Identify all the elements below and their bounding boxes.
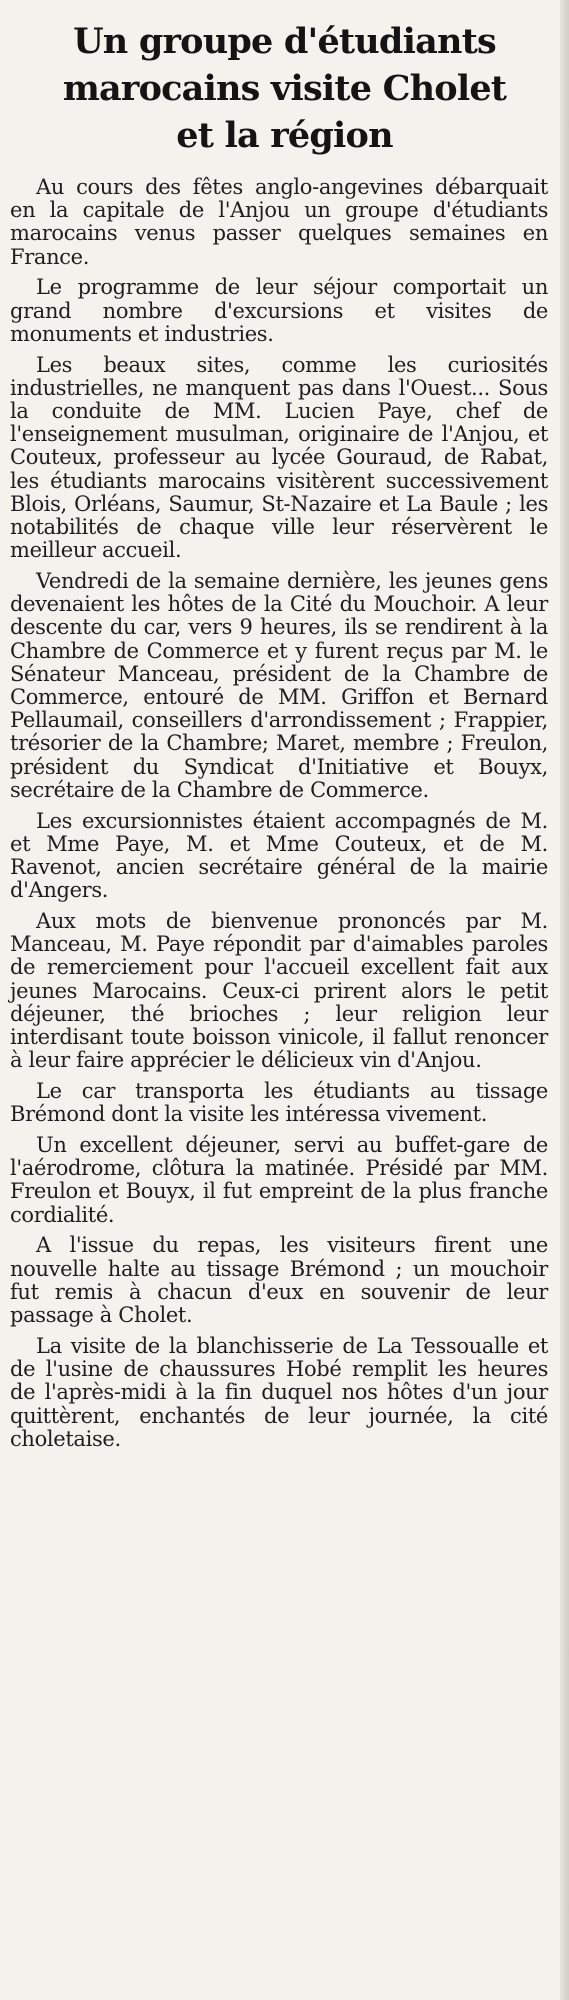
- paragraph-arrival: Au cours des fêtes anglo-angevines débarquait en la capitale de l'Anjou un groupe d'étudiants marocains venus passer quelques semaines en France.: [10, 175, 548, 269]
- paragraph-lunch: Un excellent déjeuner, servi au buffet-gare de l'aérodrome, clôtura la matinée. Présidé par MM. Freulon et Bouyx, il fut empreint de la plus franche cordialité.: [10, 1133, 548, 1227]
- clipping-edge: [560, 0, 569, 2000]
- article-headline: [0, 18, 569, 159]
- paragraph-companions: Les excursionnistes étaient accompagnés de M. et Mme Paye, M. et Mme Couteux, et de M. Ravenot, ancien secrétaire général de la mairie d'Angers.: [10, 808, 548, 903]
- paragraph-programme: Le programme de leur séjour comportait un grand nombre d'excursions et visites de monuments et industries.: [10, 275, 548, 346]
- paragraph-weaving-visit: Le car transporta les étudiants au tissage Brémond dont la visite les intéressa vivement.: [10, 1079, 548, 1127]
- paragraph-chamber-of-commerce: Vendredi de la semaine dernière, les jeunes gens devenaient les hôtes de la Cité du Mouchoir. A leur descente du car, vers 9 heures, ils se rendirent à la Chambre de Commerce et y furent reçus par M. le Sénateur Manceau, président de la Chambre de Commerce, entouré de MM. Griffon et Bernard Pellaumail, conseillers d'arrondissement ; Frappier, trésorier de la Chambre; Maret, membre ; Freulon, président du Syndicat d'Initiative et Bouyx, secrétaire de la Chambre de Commerce.: [10, 569, 548, 802]
- paragraph-visits: Les beaux sites, comme les curiosités industrielles, ne manquent pas dans l'Ouest... Sous la conduite de MM. Lucien Paye, chef de l'enseignement musulman, originaire de l'Anjou, et Couteux, professeur au lycée Gouraud, de Rabat, les étudiants marocains visitèrent successivement Blois, Orléans, Saumur, St-Nazaire et La Baule ; les notabilités de chaque ville leur réservèrent le meilleur accueil.: [10, 352, 548, 563]
- paragraph-welcome: Aux mots de bienvenue prononcés par M. Manceau, M. Paye répondit par d'aimables paroles de remerciement pour l'accueil excellent fait aux jeunes Marocains. Ceux-ci prirent alors le petit déjeuner, thé brioches ; leur religion leur interdisant toute boisson vinicole, il fallut renoncer à leur faire apprécier le délicieux vin d'Anjou.: [10, 909, 548, 1073]
- headline-line-1: Un groupe d'étudiants: [73, 21, 496, 62]
- article-body: [10, 176, 548, 1459]
- paragraph-afternoon: La visite de la blanchisserie de La Tessoualle et de l'usine de chaussures Hobé remplit les heures de l'après-midi à la fin duquel nos hôtes d'un jour quittèrent, enchantés de leur journée, la cité choletaise.: [10, 1333, 548, 1451]
- paragraph-handkerchief: A l'issue du repas, les visiteurs firent une nouvelle halte au tissage Brémond ; un mouchoir fut remis à chacun d'eux en souvenir de leur passage à Cholet.: [10, 1233, 548, 1328]
- headline-line-2: marocains visite Cholet: [62, 68, 507, 109]
- headline-line-3: et la région: [176, 115, 393, 156]
